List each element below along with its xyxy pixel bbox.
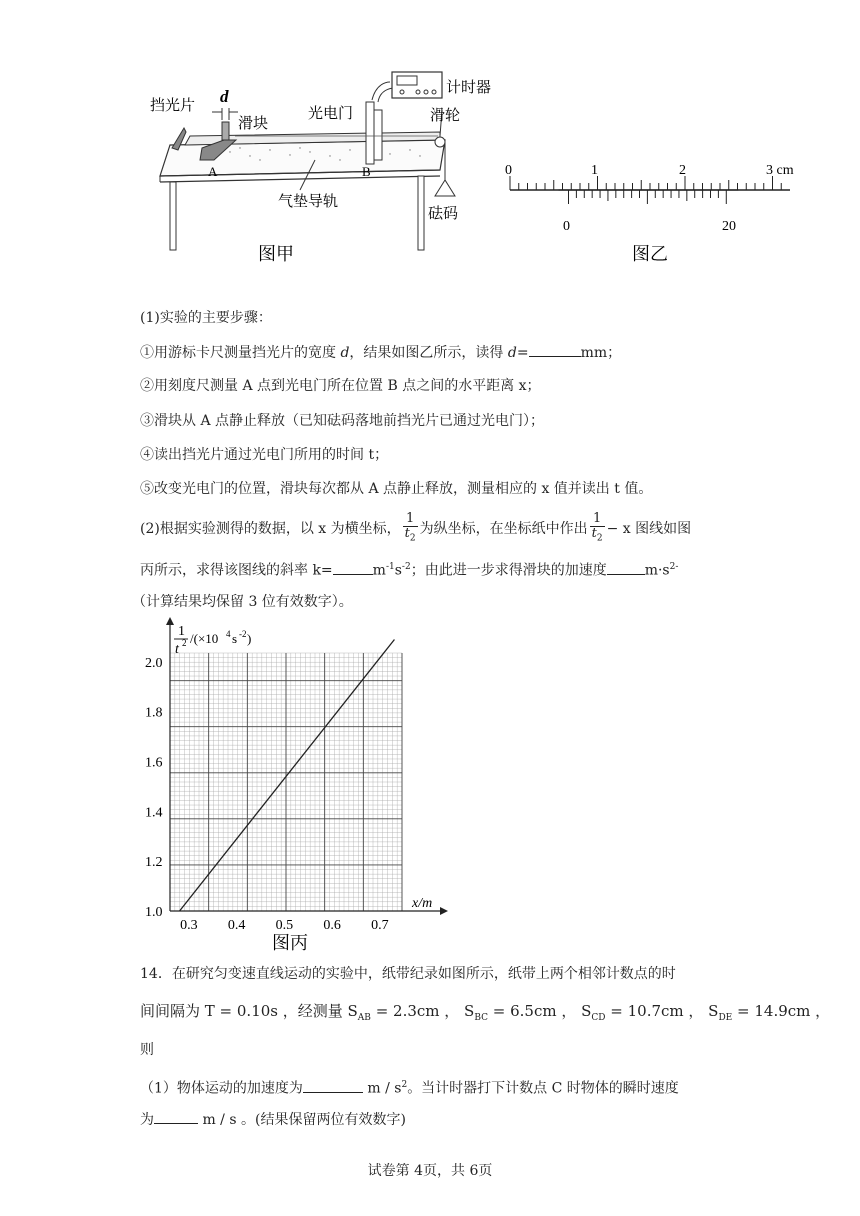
q14-line4: （1）物体运动的加速度为 m / $s^2$。当计时器打下计数点 C 时物体的瞬时速度 bbox=[140, 1075, 679, 1099]
weight bbox=[435, 180, 455, 196]
y-tick-label: 2.0 bbox=[145, 655, 163, 671]
y-label-num: 1 bbox=[178, 624, 185, 639]
pulley bbox=[435, 137, 445, 147]
q14-line1: 14．在研究匀变速直线运动的实验中，纸带纪录如图所示，纸带上两个相邻计数点的时 bbox=[140, 966, 676, 982]
label-pulley: 滑轮 bbox=[430, 106, 461, 124]
vernier-tick-20: 20 bbox=[722, 219, 736, 234]
label-photogate: 光电门 bbox=[308, 104, 354, 122]
y-label-den-sup: 2 bbox=[182, 638, 187, 648]
table-leg bbox=[170, 182, 176, 250]
step-3: ③滑块从 A 点静止释放（已知砝码落地前挡光片已通过光电门）； bbox=[140, 413, 545, 429]
vernier-figure bbox=[500, 150, 810, 270]
vernier-tick-0: 0 bbox=[563, 219, 570, 234]
x-tick-label: 0.6 bbox=[323, 918, 341, 933]
answer-blank-accel[interactable] bbox=[303, 1078, 363, 1093]
label-slider: 滑块 bbox=[238, 114, 269, 132]
x-axis-arrow bbox=[440, 907, 448, 915]
y-tick-label: 1.8 bbox=[145, 705, 163, 721]
y-label-unit2: s bbox=[232, 631, 238, 646]
x-tick-label: 0.5 bbox=[275, 918, 294, 933]
x-tick-label: 0.3 bbox=[180, 918, 198, 933]
label-timer: 计时器 bbox=[446, 78, 492, 96]
label-A: A bbox=[208, 164, 218, 179]
answer-blank-k[interactable] bbox=[333, 560, 373, 575]
label-track: 气垫导轨 bbox=[278, 192, 339, 210]
caption-fig-c: 图丙 bbox=[272, 933, 308, 954]
steps-title: (1)实验的主要步骤： bbox=[140, 310, 272, 326]
step-2: ②用刻度尺测量 A 点到光电门所在位置 B 点之间的水平距离 x； bbox=[140, 378, 541, 394]
x-tick-label: 0.7 bbox=[371, 918, 389, 933]
answer-blank-d[interactable] bbox=[529, 342, 581, 357]
y-label-unit3: ) bbox=[247, 631, 252, 646]
main-tick-3: 3 cm bbox=[766, 163, 794, 178]
table-leg bbox=[418, 176, 424, 250]
light-blocker bbox=[222, 122, 229, 140]
y-tick-label: 1.4 bbox=[145, 805, 163, 821]
caption-fig-a: 图甲 bbox=[258, 244, 294, 265]
vernier-scale bbox=[559, 190, 739, 204]
answer-blank-a[interactable] bbox=[607, 560, 645, 575]
label-B: B bbox=[362, 164, 371, 179]
main-tick-2: 2 bbox=[679, 163, 686, 178]
y-tick-label: 1.2 bbox=[145, 855, 163, 871]
fraction-1-over-t2: $\frac{1}{t_2}$ bbox=[404, 511, 416, 544]
main-scale bbox=[510, 176, 790, 190]
step-1: ①用游标卡尺测量挡光片的宽度 d，结果如图乙所示，读得 d= mm； bbox=[140, 342, 621, 363]
y-label-den: t bbox=[175, 642, 179, 657]
main-tick-1: 1 bbox=[591, 163, 598, 178]
fraction-1-over-t2-b: $\frac{1}{t_2}$ bbox=[591, 511, 603, 544]
x-label: x/m bbox=[412, 896, 433, 911]
part2-line3: （计算结果均保留 3 位有效数字）。 bbox=[132, 594, 353, 610]
y-label-unit2-sup: -2 bbox=[239, 629, 247, 639]
q14-line2: 间间隔为 T = 0.10s ，经测量 $S_{AB} = 2.3cm$ ， $S_{BC} = 6.5cm$ ， $S_{CD} = 10.7cm$ ， $S_{DE} = 14.9cm$ ， bbox=[140, 1002, 831, 1023]
apparatus-figure bbox=[140, 70, 510, 270]
x-tick-label: 0.4 bbox=[227, 918, 246, 933]
label-d: d bbox=[220, 87, 229, 106]
label-light-blocker: 挡光片 bbox=[150, 96, 196, 114]
step-4: ④读出挡光片通过光电门所用的时间 t； bbox=[140, 447, 389, 463]
y-tick-label: 1.0 bbox=[145, 905, 163, 920]
y-tick-label: 1.6 bbox=[145, 755, 163, 771]
part2-line1: (2)根据实验测得的数据，以 x 为横坐标， $\frac{1}{t_2}$ 为纵坐标，在坐标纸中作出 $\frac{1}{t_2}$ − x 图线如图 bbox=[140, 511, 692, 544]
y-label-unit-sup: 4 bbox=[226, 629, 231, 639]
q14-line5: 为 m / s 。(结果保留两位有效数字) bbox=[140, 1109, 406, 1130]
part2-line2: 丙所示，求得该图线的斜率 $k= m^{-1}s^{-2}$；由此进一步求得滑块的加速度 $m\cdot s^{2-}$ bbox=[140, 557, 678, 581]
page-footer: 试卷第 4页，共 6页 bbox=[367, 1163, 493, 1179]
y-label-unit: /(×10 bbox=[190, 631, 219, 646]
caption-fig-b: 图乙 bbox=[632, 244, 668, 265]
label-weight: 砝码 bbox=[428, 204, 459, 222]
graph-figure bbox=[140, 615, 460, 955]
answer-blank-velocity[interactable] bbox=[154, 1109, 198, 1124]
y-axis-arrow bbox=[166, 617, 174, 625]
step-5: ⑤改变光电门的位置，滑块每次都从 A 点静止释放，测量相应的 x 值并读出 t 值。 bbox=[140, 481, 653, 497]
photogate bbox=[366, 102, 374, 164]
q14-line3: 则 bbox=[140, 1042, 154, 1058]
main-tick-0: 0 bbox=[505, 163, 512, 178]
